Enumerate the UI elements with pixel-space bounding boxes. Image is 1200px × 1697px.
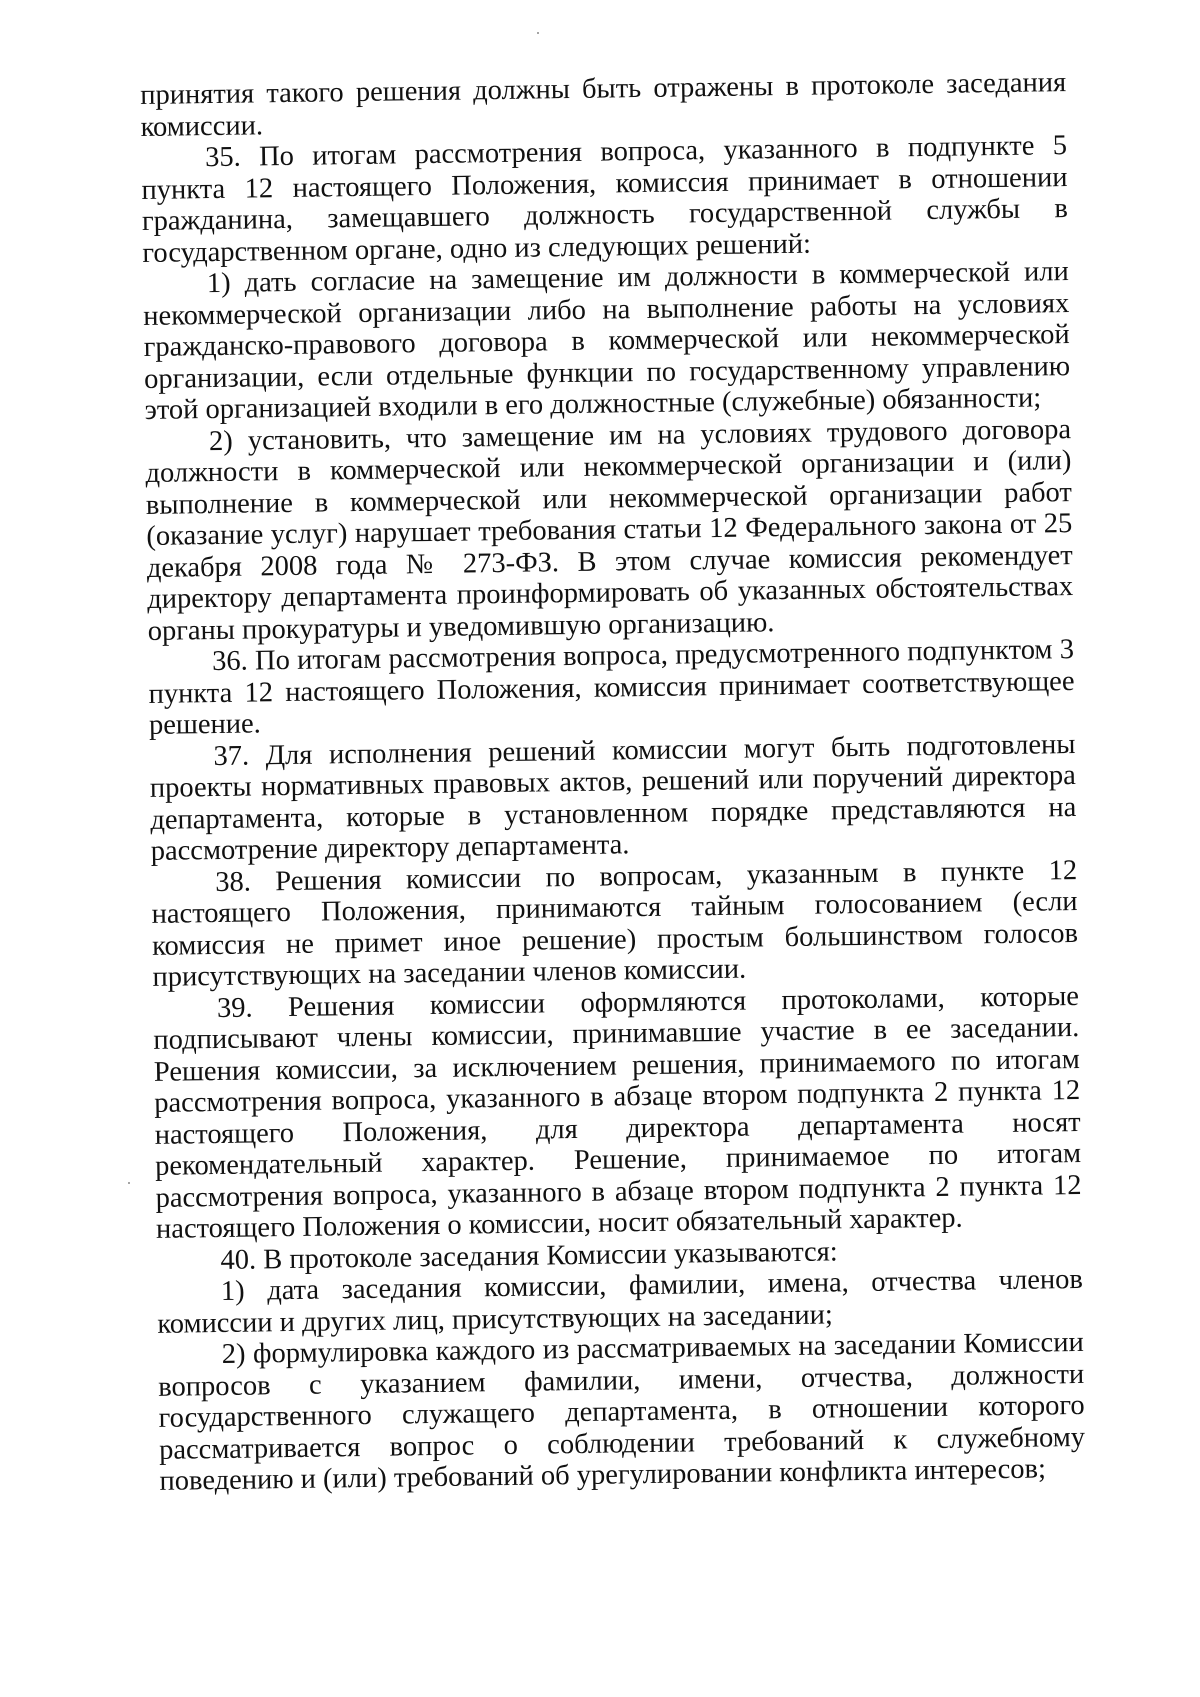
paragraph-38: 38. Решения комиссии по вопросам, указанным в пункте 12 настоящего Положения, принимаются тайным голосованием (если комиссия не примет иное решение) простым большинством голосов присутствующих на заседании членов комиссии. (151, 854, 1079, 993)
paragraph-37: 37. Для исполнения решений комиссии могут быть подготовлены проекты нормативных правовых актов, решений или поручений директора департамента, которые в установленном порядке представляются на рассмотрение директору департамента. (149, 728, 1077, 867)
scan-speck (537, 32, 539, 34)
paragraph-40-item-2: 2) формулировка каждого из рассматриваемых на заседании Комиссии вопросов с указанием фамилии, имени, отчества, должности государственного служащего департамента, в отношении которого рассматривается вопрос о соблюдении требований к служебному поведению и (или) требований об урегулировании конфликта интересов; (158, 1326, 1086, 1497)
paragraph-35-item-2: 2) установить, что замещение им на условиях трудового договора должности в коммерческой или некоммерческой организации и (или) выполнение в коммерческой или некоммерческой организации работ (оказание услуг) нарушает требования статьи 12 Федерального закона от 25 декабря 2008 года № 273-ФЗ. В этом случае комиссия рекомендует директору департамента проинформировать об указанных обстоятельствах органы прокуратуры и уведомившую организацию. (145, 413, 1074, 647)
document-page (140, 67, 1086, 1497)
scan-speck (128, 1182, 130, 1184)
paragraph-39: 39. Решения комиссии оформляются протоколами, которые подписывают члены комиссии, принимавшие участие в ее заседании. Решения комиссии, за исключением решения, принимаемого по итогам рассмотрения вопроса, указанного в абзаце втором подпункта 2 пункта 12 настоящего Положения, для директора департамента носят рекомендательный характер. Решение, принимаемое по итогам рассмотрения вопроса, указанного в абзаце втором подпункта 2 пункта 12 настоящего Положения о комиссии, носит обязательный характер. (153, 980, 1082, 1245)
paragraph-35: 35. По итогам рассмотрения вопроса, указанного в подпункте 5 пункта 12 настоящего Положения, комиссия принимает в отношении гражданина, замещавшего должность государственной службы в государственном органе, одно из следующих решений: (141, 130, 1069, 269)
paragraph-36: 36. По итогам рассмотрения вопроса, предусмотренного подпунктом 3 пункта 12 настоящего Положения, комиссия принимает соответствующее решение. (148, 634, 1075, 741)
paragraph-continuation: принятия такого решения должны быть отражены в протоколе заседания комиссии. (140, 67, 1067, 143)
paragraph-40: 40. В протоколе заседания Комиссии указываются: (220, 1235, 838, 1276)
paragraph-40-item-1: 1) дата заседания комиссии, фамилии, имена, отчества членов комиссии и других лиц, присутствующих на заседании; (157, 1263, 1084, 1340)
paragraph-35-item-1: 1) дать согласие на замещение им должности в коммерческой или некоммерческой организации либо на выполнение работы на условиях гражданско-правового договора в коммерческой или некоммерческой организации, если отдельные функции по государственному управлению этой организацией входили в его должностные (служебные) обязанности; (143, 256, 1071, 426)
